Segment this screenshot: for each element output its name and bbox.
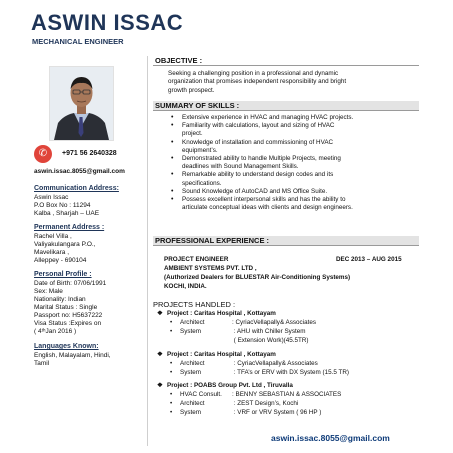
permanent-address-line: Alleppey - 690104 [34,257,87,264]
objective-line: Seeking a challenging position in a professional and dynamic [168,70,339,77]
skills-heading: SUMMARY OF SKILLS : [153,101,419,111]
project-title: ❖ Project : Caritas Hospital , Kottayam [157,351,276,358]
profile-line: Date of Birth: 07/06/1991 [34,280,107,287]
profile-line: Passport no: H5637222 [34,312,103,319]
profile-photo [49,66,114,141]
project-row: • System : VRF or VRV System ( 96 HP ) [170,409,322,416]
column-divider [147,56,148,446]
objective-heading: OBJECTIVE : [153,56,419,66]
profile-line: Sex: Male [34,288,63,295]
objective-line: growth prospect. [168,86,215,94]
diamond-bullet-icon: ❖ [157,351,163,358]
project-title: ❖ Project : Caritas Hospital , Kottayam [157,310,276,317]
skills-list [168,114,416,212]
skill-item: • Remarkable ability to understand design codes and its specifications. [168,171,416,187]
project-row: • Architect : ZEST Design’s, Kochi [170,400,299,407]
skill-item: • Demonstrated ability to handle Multiple Projects, meeting deadlines with Sound Management Skills. [168,155,416,171]
communication-address-line: Kalba , Sharjah – UAE [34,210,100,217]
personal-profile-heading: Personal Profile : [34,271,92,278]
skill-item: • Sound Knowledge of AutoCAD and MS Office Suite. [168,188,416,196]
profile-line: Marital Status : Single [34,304,98,311]
candidate-name: ASWIN ISSAC [31,10,184,35]
profile-line: Visa Status :Expires on [34,320,102,327]
skill-item: • Familiarity with calculations, layout and sizing of HVAC project. [168,122,416,138]
languages-line: English, Malayalam, Hindi, [34,352,111,359]
phone-icon: ✆ [34,145,52,163]
project-row: • Architect : CyriacVellapally& Associates [170,319,316,326]
project-row: • System : AHU with Chiller System [170,328,306,335]
permanent-address-line: Mavelikara , [34,249,70,256]
skill-item: • Possess excellent interpersonal skills and has the ability to articulate conceptual ideas with clients and design engineers. [168,196,416,212]
contact-email: aswin.issac.8055@gmail.com [34,168,125,175]
diamond-bullet-icon: ❖ [157,310,163,317]
company-line: (Authorized Dealers for BLUESTAR Air-Conditioning Systems) [164,274,351,281]
languages-line: Tamil [34,360,50,367]
project-row: • HVAC Consult. : BENNY SEBASTIAN & ASSOCIATES [170,391,342,398]
diamond-bullet-icon: ❖ [157,382,163,389]
job-dates: DEC 2013 – AUG 2015 [336,256,402,263]
profile-line: Nationality: Indian [34,296,86,303]
profile-line: ( 4ᵗʰJan 2016 ) [34,328,77,335]
project-row: • System : TFA’s or ERV with DX System (15.5 TR) [170,369,349,376]
objective-text [168,70,416,95]
permanent-address-line: Valiyakulangara P.O., [34,241,96,248]
company-line: AMBIENT SYSTEMS PVT. LTD , [164,265,257,272]
communication-address-line: Aswin Issac [34,194,69,201]
communication-address-heading: Communication Address: [34,185,119,192]
permanent-address-line: Rachel Villa , [34,233,72,240]
job-position: PROJECT ENGINEER [164,256,229,263]
projects-handled-heading: PROJECTS HANDLED : [153,300,236,309]
project-title: ❖ Project : POABS Group Pvt. Ltd , Tiruvalla [157,382,293,389]
skill-item: • Extensive experience in HVAC and managing HVAC projects. [168,114,416,122]
skill-item: • Knowledge of installation and commissioning of HVAC equipment’s. [168,139,416,155]
company-line: KOCHI, INDIA. [164,283,207,290]
project-row: • Architect : CyriacVellapally& Associates [170,360,318,367]
project-row: ( Extension Work)(45.5TR) [232,337,309,344]
communication-address-line: P.O Box No : 11294 [34,202,91,209]
phone-number: +971 56 2640328 [62,150,117,157]
candidate-title: MECHANICAL ENGINEER [32,37,124,46]
permanent-address-heading: Permanent Address : [34,224,105,231]
objective-line: organization that promises independent responsibility and bright [168,78,347,86]
footer-email: aswin.issac.8055@gmail.com [271,433,390,443]
experience-heading: PROFESSIONAL EXPERIENCE : [153,236,419,246]
languages-heading: Languages Known: [34,343,99,350]
